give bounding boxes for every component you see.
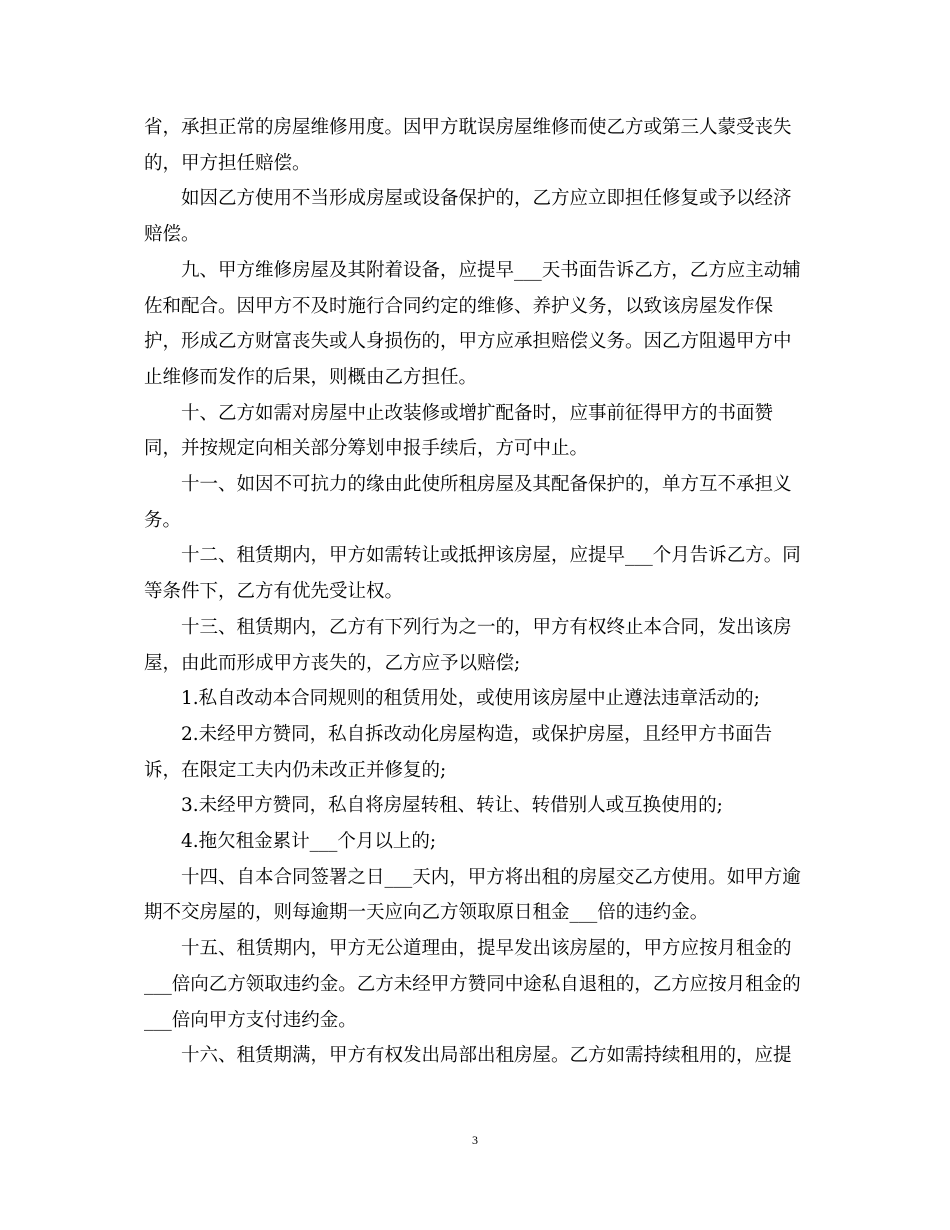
- paragraph: [144, 538, 804, 609]
- text-line: 护，形成乙方财富丧失或人身损伤的，甲方应承担赔偿义务。因乙方阻遏甲方中: [144, 331, 792, 353]
- document-body: [144, 110, 804, 1074]
- text-line: 十二、租赁期内，甲方如需转让或抵押该房屋，应提早___个月告诉乙方。同: [181, 545, 801, 567]
- text-line: 2.未经甲方赞同，私自拆改动化房屋构造，或保护房屋，且经甲方书面告: [181, 723, 773, 745]
- text-line: 十三、租赁期内，乙方有下列行为之一的，甲方有权终止本合同，发出该房: [181, 616, 792, 638]
- text-line: 十一、如因不可抗力的缘由此使所租房屋及其配备保护的，单方互不承担义: [181, 474, 792, 496]
- text-line: ___倍向乙方领取违约金。乙方未经甲方赞同中途私自退租的，乙方应按月租金的: [144, 973, 801, 995]
- text-line: 十四、自本合同签署之日___天内，甲方将出租的房屋交乙方使用。如甲方逾: [181, 866, 801, 888]
- paragraph: [144, 467, 804, 538]
- text-line: 十、乙方如需对房屋中止改装修或增扩配备时，应事前征得甲方的书面赞: [181, 402, 774, 424]
- paragraph: [144, 253, 804, 396]
- text-line: 3.未经甲方赞同，私自将房屋转租、转让、转借别人或互换使用的;: [181, 795, 723, 817]
- paragraph: [144, 681, 804, 717]
- text-line: 省，承担正常的房屋维修用度。因甲方耽误房屋维修而使乙方或第三人蒙受丧失: [144, 117, 792, 138]
- text-line: ___倍向甲方支付违约金。: [144, 1009, 357, 1031]
- text-line: 九、甲方维修房屋及其附着设备，应提早___天书面告诉乙方，乙方应主动辅: [181, 259, 801, 281]
- text-line: 佐和配合。因甲方不及时施行合同约定的维修、养护义务，以致该房屋发作保: [144, 295, 774, 317]
- text-line: 1.私自改动本合同规则的租赁用处，或使用该房屋中止遵法违章活动的;: [181, 688, 760, 710]
- paragraph: [144, 717, 804, 788]
- paragraph: [144, 396, 804, 467]
- text-line: 如因乙方使用不当形成房屋或设备保护的，乙方应立即担任修复或予以经济: [181, 188, 792, 210]
- text-line: 十五、租赁期内，甲方无公道理由，提早发出该房屋的，甲方应按月租金的: [181, 938, 792, 960]
- text-line: 务。: [144, 509, 182, 531]
- text-line: 屋，由此而形成甲方丧失的，乙方应予以赔偿;: [144, 652, 521, 674]
- text-line: 等条件下，乙方有优先受让权。: [144, 581, 404, 603]
- page-number: 3: [472, 1133, 478, 1147]
- text-line: 止维修而发作的后果，则概由乙方担任。: [144, 366, 478, 388]
- paragraph: [144, 788, 804, 824]
- paragraph: [144, 610, 804, 681]
- text-line: 同，并按规定向相关部分筹划申报手续后，方可中止。: [144, 438, 589, 460]
- paragraph: [144, 1038, 804, 1074]
- paragraph: [144, 110, 804, 181]
- text-line: 期不交房屋的，则每逾期一天应向乙方领取原日租金___倍的违约金。: [144, 902, 709, 924]
- text-line: 4.拖欠租金累计___个月以上的;: [181, 831, 437, 853]
- text-line: 赔偿。: [144, 224, 200, 246]
- paragraph: [144, 824, 804, 860]
- text-line: 诉，在限定工夫内仍未改正并修复的;: [144, 759, 447, 781]
- paragraph: [144, 181, 804, 252]
- text-line: 的，甲方担任赔偿。: [144, 152, 311, 174]
- paragraph: [144, 860, 804, 931]
- paragraph: [144, 931, 804, 1038]
- text-line: 十六、租赁期满，甲方有权发出局部出租房屋。乙方如需持续租用的，应提: [181, 1045, 792, 1067]
